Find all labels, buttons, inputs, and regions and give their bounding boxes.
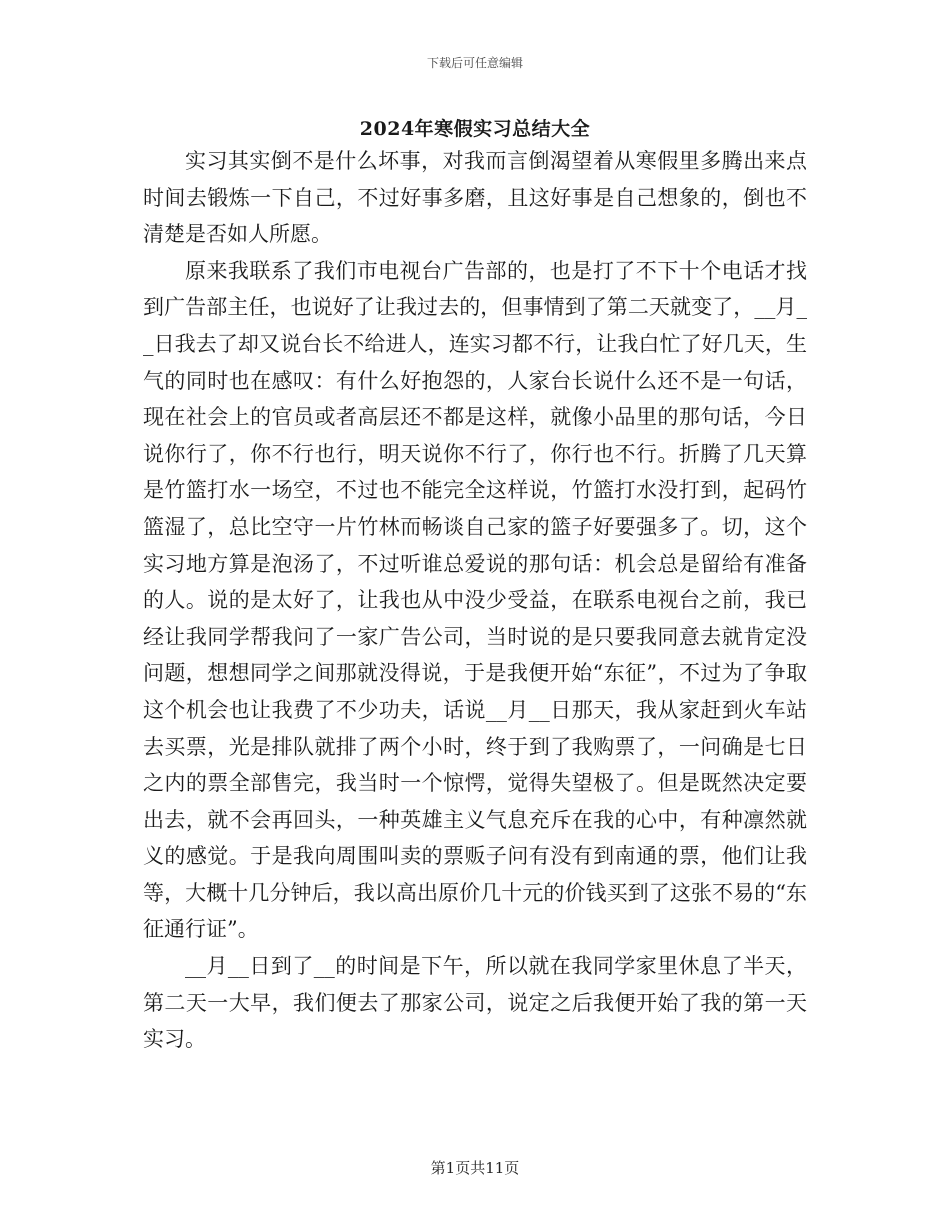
paragraph: __月__日到了__的时间是下午，所以就在我同学家里休息了半天，第二天一大早，我们便去了那家公司，说定之后我便开始了我的第一天实习。: [143, 954, 807, 1052]
paragraph: 原来我联系了我们市电视台广告部的，也是打了不下十个电话才找到广告部主任，也说好了让我过去的，但事情到了第二天就变了，__月__日我去了却又说台长不给进人，连实习都不行，让我白忙了好几天，生气的同时也在感叹：有什么好抱怨的，人家台长说什么还不是一句话，现在社会上的官员或者高层还不都是这样，就像小品里的那句话，今日说你行了，你不行也行，明天说你不行了，你行也不行。折腾了几天算是竹篮打水一场空，不过也不能完全这样说，竹篮打水没打到，起码竹篮湿了，总比空守一片竹林而畅谈自己家的篮子好要强多了。切，这个实习地方算是泡汤了，不过听谁总爱说的那句话：机会总是留给有准备的人。说的是太好了，让我也从中没少受益，在联系电视台之前，我已经让我同学帮我问了一家广告公司，当时说的是只要我同意去就肯定没问题，想想同学之间那就没得说，于是我便开始“东征”，不过为了争取这个机会也让我费了不少功夫，话说__月__日那天，我从家赶到火车站去买票，光是排队就排了两个小时，终于到了我购票了，一问确是七日之内的票全部售完，我当时一个惊愕，觉得失望极了。但是既然决定要出去，就不会再回头，一种英雄主义气息充斥在我的心中，有种凛然就义的感觉。于是我向周围叫卖的票贩子问有没有到南通的票，他们让我等，大概十几分钟后，我以高出原价几十元的价钱买到了这张不易的“东征通行证”。: [143, 258, 807, 942]
document-body: [143, 143, 807, 1058]
page-number: 第1页共11页: [430, 1159, 520, 1177]
document-title: 2024年寒假实习总结大全: [359, 118, 591, 140]
page-header: 下载后可任意编辑: [426, 56, 523, 70]
paragraph: 实习其实倒不是什么坏事，对我而言倒渴望着从寒假里多腾出来点时间去锻炼一下自己，不过好事多磨，且这好事是自己想象的，倒也不清楚是否如人所愿。: [143, 149, 807, 247]
